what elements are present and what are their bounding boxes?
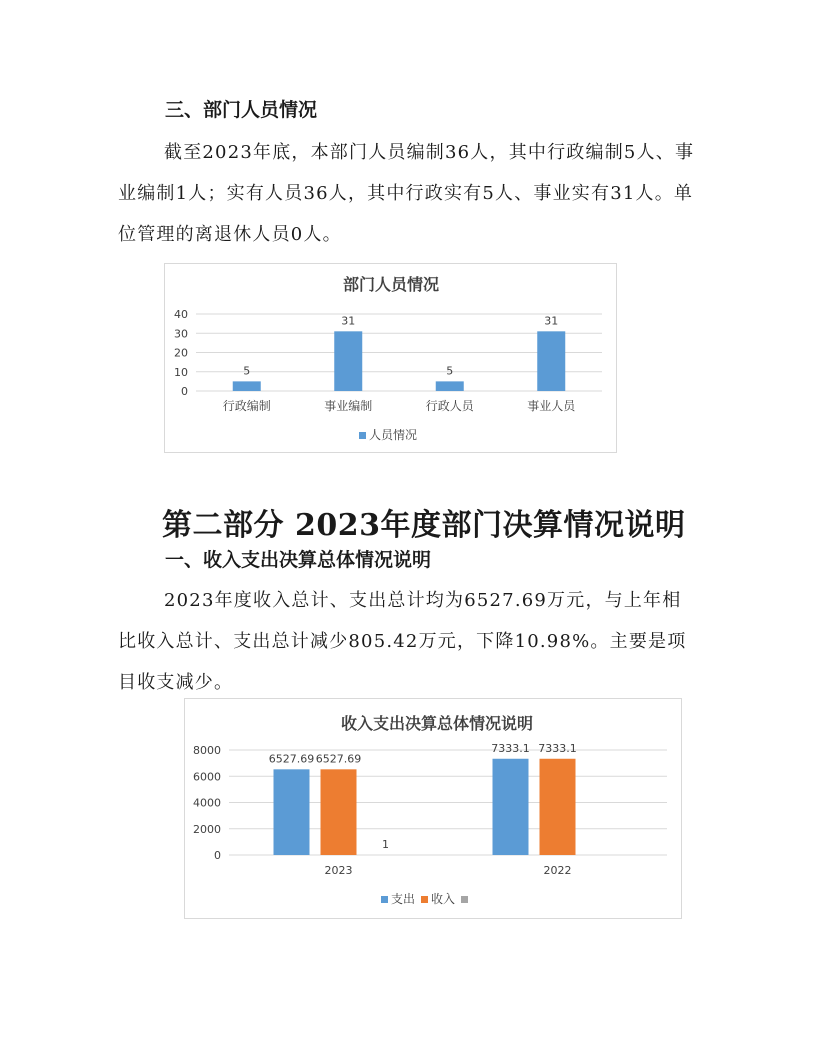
bar — [321, 769, 357, 855]
income-expense-chart — [184, 698, 682, 919]
chart-title: 部门人员情况 — [342, 275, 440, 294]
bar — [334, 331, 362, 391]
data-label: 31 — [544, 314, 559, 328]
section-heading-staff: 三、部门人员情况 — [165, 99, 318, 121]
bar — [537, 331, 565, 391]
x-tick-label: 2023 — [324, 864, 353, 877]
y-tick-label: 20 — [174, 346, 188, 360]
chart-title: 收入支出决算总体情况说明 — [340, 714, 534, 733]
data-label: 5 — [446, 364, 454, 378]
legend-label: 支出 — [391, 892, 416, 906]
x-tick-label: 2022 — [543, 864, 572, 877]
y-tick-label: 2000 — [193, 822, 221, 836]
data-label: 31 — [341, 314, 356, 328]
legend-swatch — [359, 432, 366, 439]
section-heading-income-expense: 一、收入支出决算总体情况说明 — [165, 549, 432, 571]
staff-chart — [164, 263, 617, 453]
data-label: 6527.69 — [268, 752, 315, 766]
data-label: 7333.1 — [538, 741, 577, 755]
bar — [493, 759, 529, 855]
staff-paragraph-text: 截至2023年底，本部门人员编制36人，其中行政编制5人、事业编制1人；实有人员36人，其中行政实有5人、事业实有31人。单位管理的离退休人员0人。 — [118, 142, 695, 245]
staff-paragraph — [118, 132, 698, 255]
data-label: 5 — [243, 364, 251, 378]
y-tick-label: 0 — [181, 385, 188, 398]
bar — [274, 769, 310, 855]
y-tick-label: 0 — [214, 849, 221, 862]
income-expense-chart-svg — [185, 699, 681, 918]
y-tick-label: 8000 — [193, 744, 221, 757]
x-tick-label: 行政人员 — [425, 399, 474, 413]
data-label: 7333.1 — [491, 741, 530, 755]
legend-label: 收入 — [431, 892, 456, 906]
y-tick-label: 10 — [174, 365, 188, 379]
legend-swatch — [421, 896, 428, 903]
data-label: 1 — [382, 837, 389, 851]
bar — [233, 381, 261, 391]
y-tick-label: 30 — [174, 327, 188, 341]
y-tick-label: 4000 — [193, 796, 221, 810]
x-tick-label: 事业人员 — [527, 399, 576, 413]
legend-swatch — [381, 896, 388, 903]
bar — [540, 759, 576, 855]
y-tick-label: 6000 — [193, 770, 221, 784]
income-expense-paragraph-text: 2023年度收入总计、支出总计均为6527.69万元，与上年相比收入总计、支出总计减少805.42万元，下降10.98%。主要是项目收支减少。 — [118, 590, 687, 693]
income-expense-paragraph — [118, 580, 698, 703]
part-title: 第二部分 2023年度部门决算情况说明 — [162, 508, 686, 543]
x-tick-label: 行政编制 — [222, 399, 271, 413]
legend-label: 人员情况 — [369, 428, 418, 442]
legend-swatch — [461, 896, 468, 903]
y-tick-label: 40 — [174, 308, 188, 321]
bar — [436, 381, 464, 391]
staff-chart-svg — [165, 264, 616, 452]
data-label: 6527.69 — [315, 752, 362, 766]
x-tick-label: 事业编制 — [324, 399, 373, 413]
